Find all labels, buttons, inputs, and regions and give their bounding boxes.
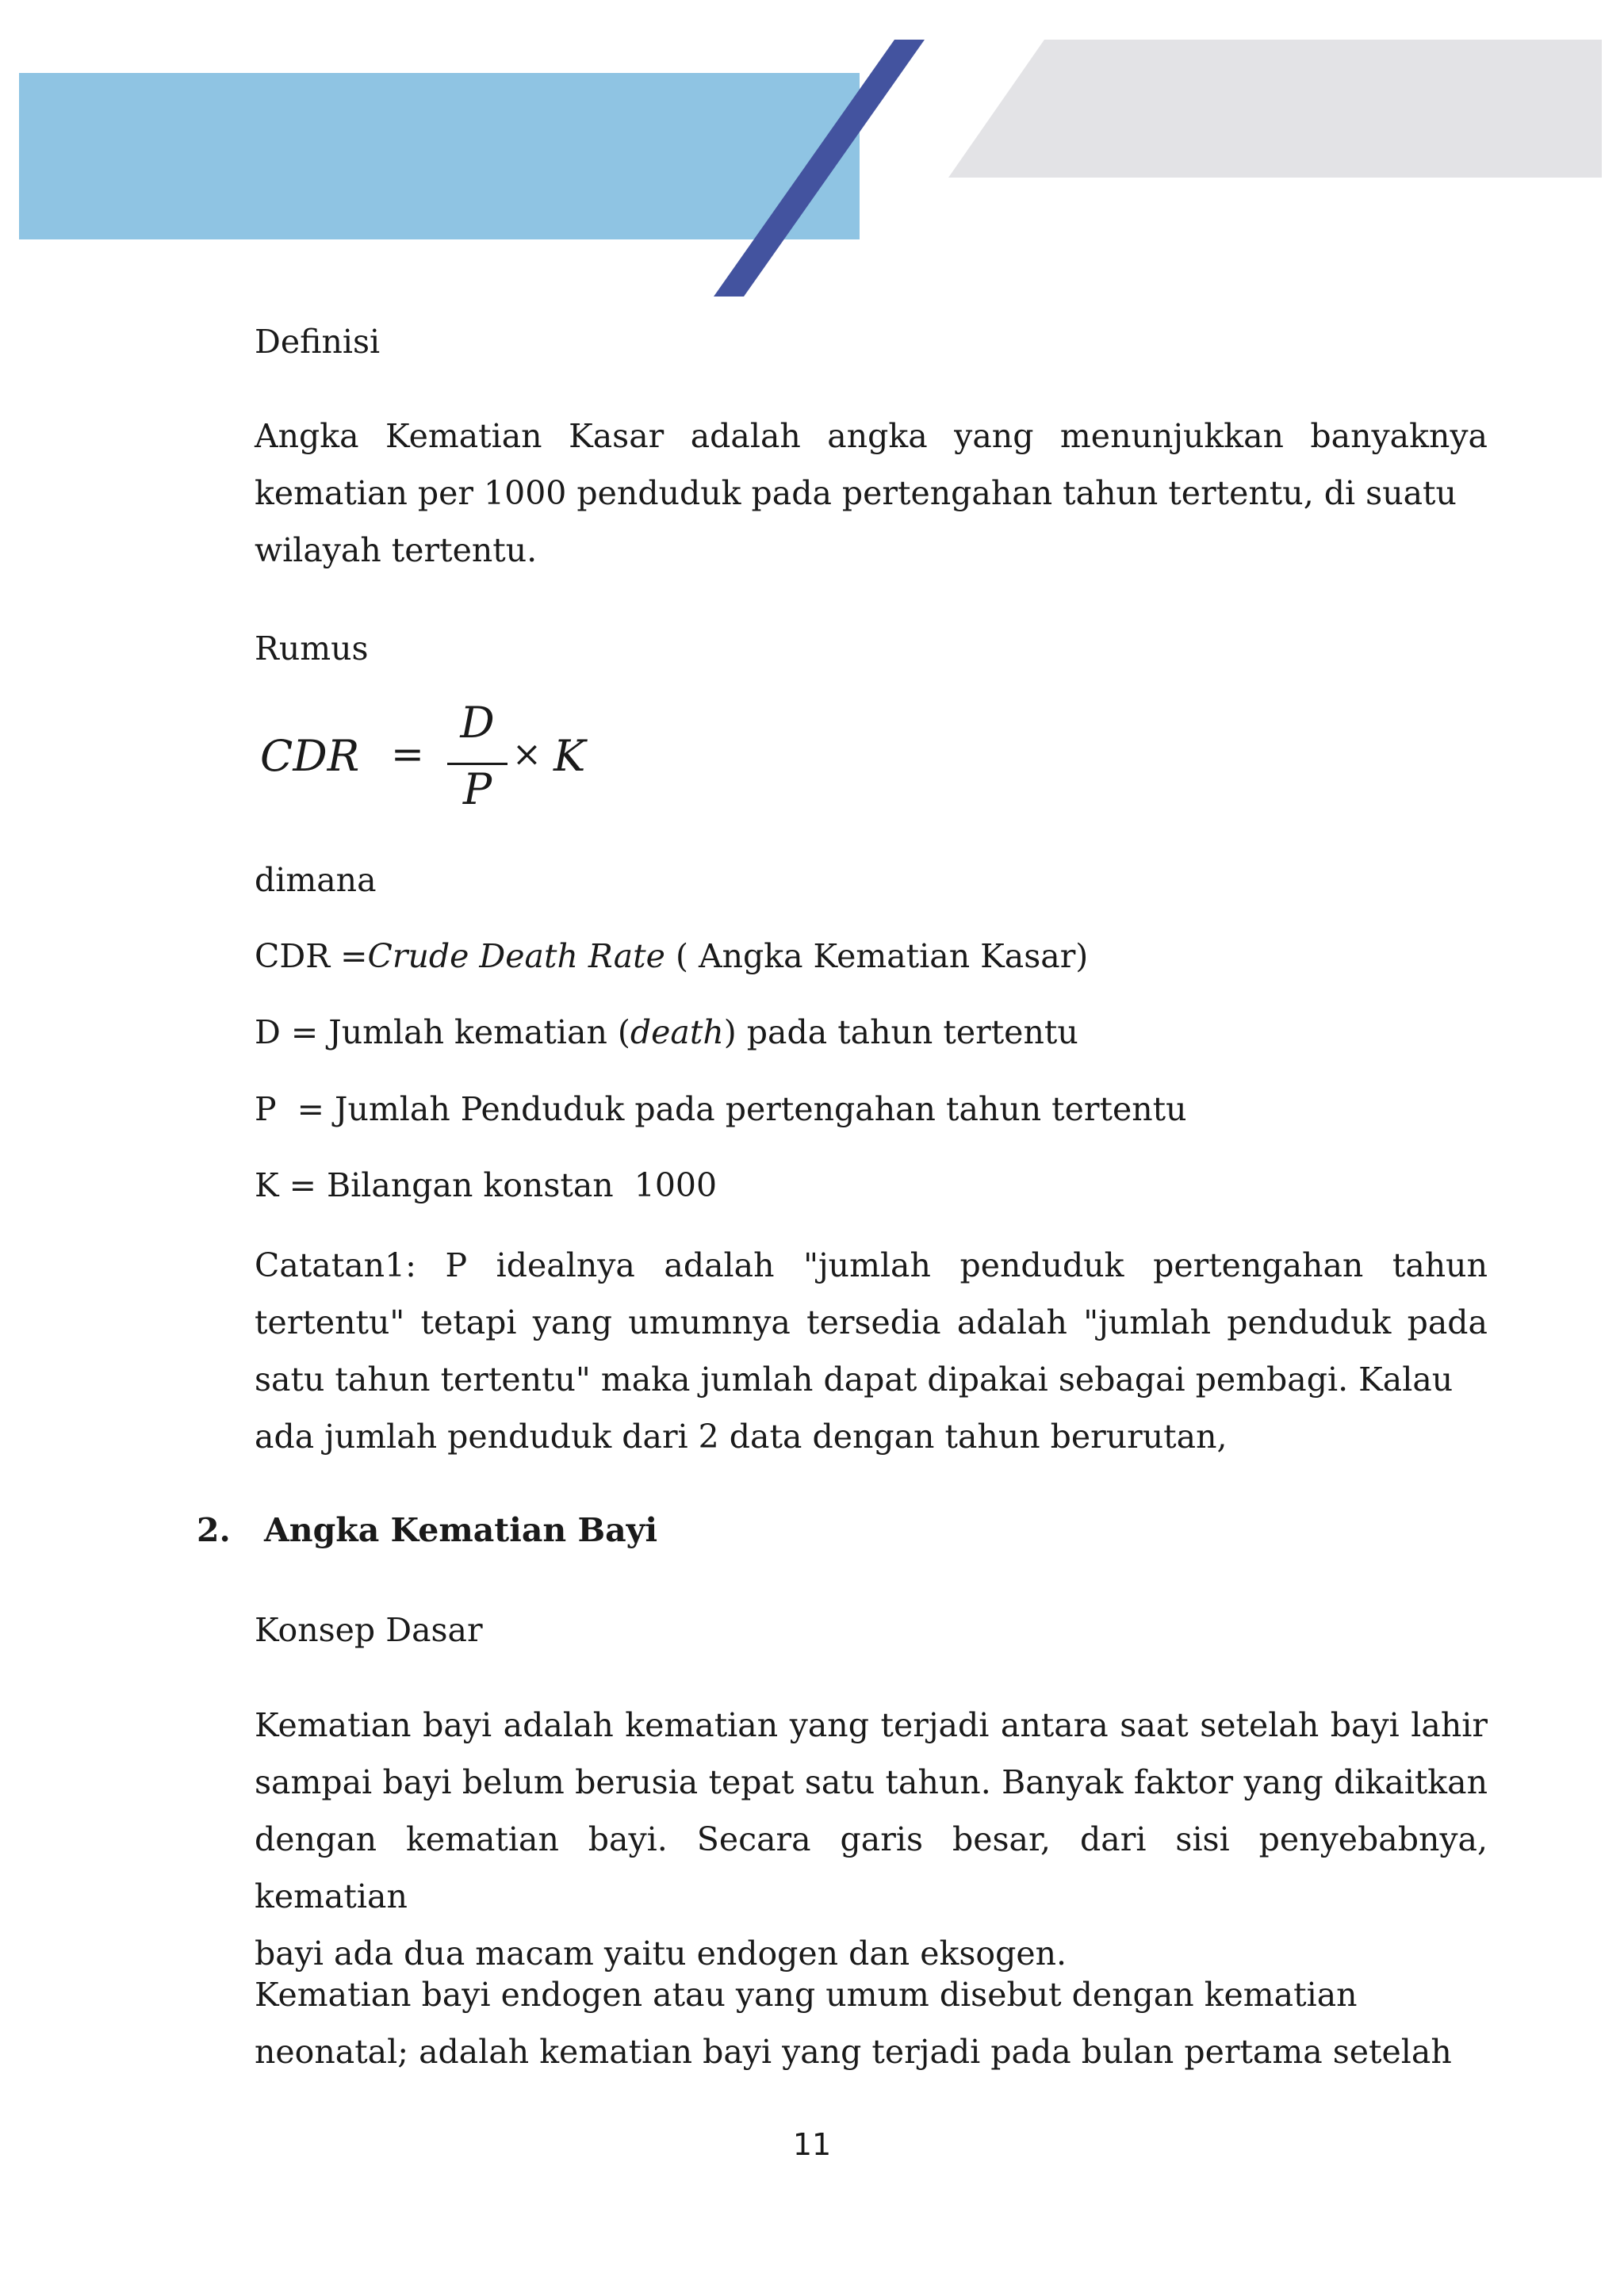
formula-times: ×: [512, 734, 542, 775]
legend-cdr-suffix: ( Angka Kematian Kasar): [665, 937, 1089, 975]
formula-lhs: CDR: [260, 731, 360, 781]
formula-equals: =: [391, 731, 424, 777]
definition-paragraph: [255, 408, 1488, 579]
legend-d: [255, 1004, 1078, 1061]
section2-paragraph1: [255, 1697, 1488, 1982]
legend-d-term: death: [630, 1013, 724, 1051]
legend-cdr: [255, 928, 1088, 985]
formula-constant: K: [553, 731, 586, 781]
section2-title: Angka Kematian Bayi: [264, 1511, 658, 1549]
page-number: 11: [792, 2127, 832, 2162]
banner-light-blue-band: [19, 73, 860, 239]
section2-paragraph1-body: Kematian bayi adalah kematian yang terjadi antara saat setelah bayi lahir sampai bayi belum berusia tepat satu tahun. Banyak faktor yang dikaitkan dengan kematian bayi. Secara garis besar, dari sisi penyebabnya, kematian: [255, 1706, 1488, 1915]
legend-intro: dimana: [255, 861, 377, 899]
definition-paragraph-line2: wilayah tertentu.: [255, 531, 538, 569]
formula-heading: Rumus: [255, 629, 369, 668]
legend-p: P = Jumlah Penduduk pada pertengahan tahun tertentu: [255, 1090, 1187, 1128]
section2-paragraph1-last: bayi ada dua macam yaitu endogen dan eksogen.: [255, 1934, 1067, 1973]
section2-paragraph2: [255, 1966, 1488, 2080]
definition-heading: Definisi: [255, 323, 381, 361]
note-body: Catatan1: P idealnya adalah "jumlah penduduk pertengahan tahun tertentu" tetapi yang umumnya tersedia adalah "jumlah penduduk pada satu tahun tertentu" maka jumlah dapat dipakai sebagai pembagi. Kalau: [255, 1246, 1488, 1399]
section2-paragraph2-body: Kematian bayi endogen atau yang umum disebut dengan kematian: [255, 1976, 1358, 2014]
legend-k: K = Bilangan konstan 1000: [255, 1166, 718, 1204]
note-paragraph: [255, 1237, 1488, 1465]
formula-numerator: D: [460, 698, 495, 748]
banner-gray-band: [948, 40, 1602, 178]
note-last-line: ada jumlah penduduk dari 2 data dengan tahun berurutan,: [255, 1418, 1228, 1456]
legend-cdr-prefix: CDR =: [255, 937, 368, 975]
definition-paragraph-line1: Angka Kematian Kasar adalah angka yang menunjukkan banyaknya kematian per 1000 penduduk pada pertengahan tahun tertentu, di suatu: [255, 417, 1488, 512]
legend-d-prefix: D = Jumlah kematian (: [255, 1013, 630, 1051]
cdr-formula: [260, 698, 609, 832]
section2-paragraph2-last: neonatal; adalah kematian bayi yang terjadi pada bulan pertama setelah: [255, 2033, 1452, 2071]
section2-subheading: Konsep Dasar: [255, 1611, 483, 1649]
header-banner: [0, 0, 1624, 317]
legend-cdr-term: Crude Death Rate: [367, 937, 665, 975]
formula-denominator: P: [462, 764, 492, 814]
section2-number: 2.: [197, 1511, 231, 1549]
legend-d-suffix: ) pada tahun tertentu: [723, 1013, 1078, 1051]
